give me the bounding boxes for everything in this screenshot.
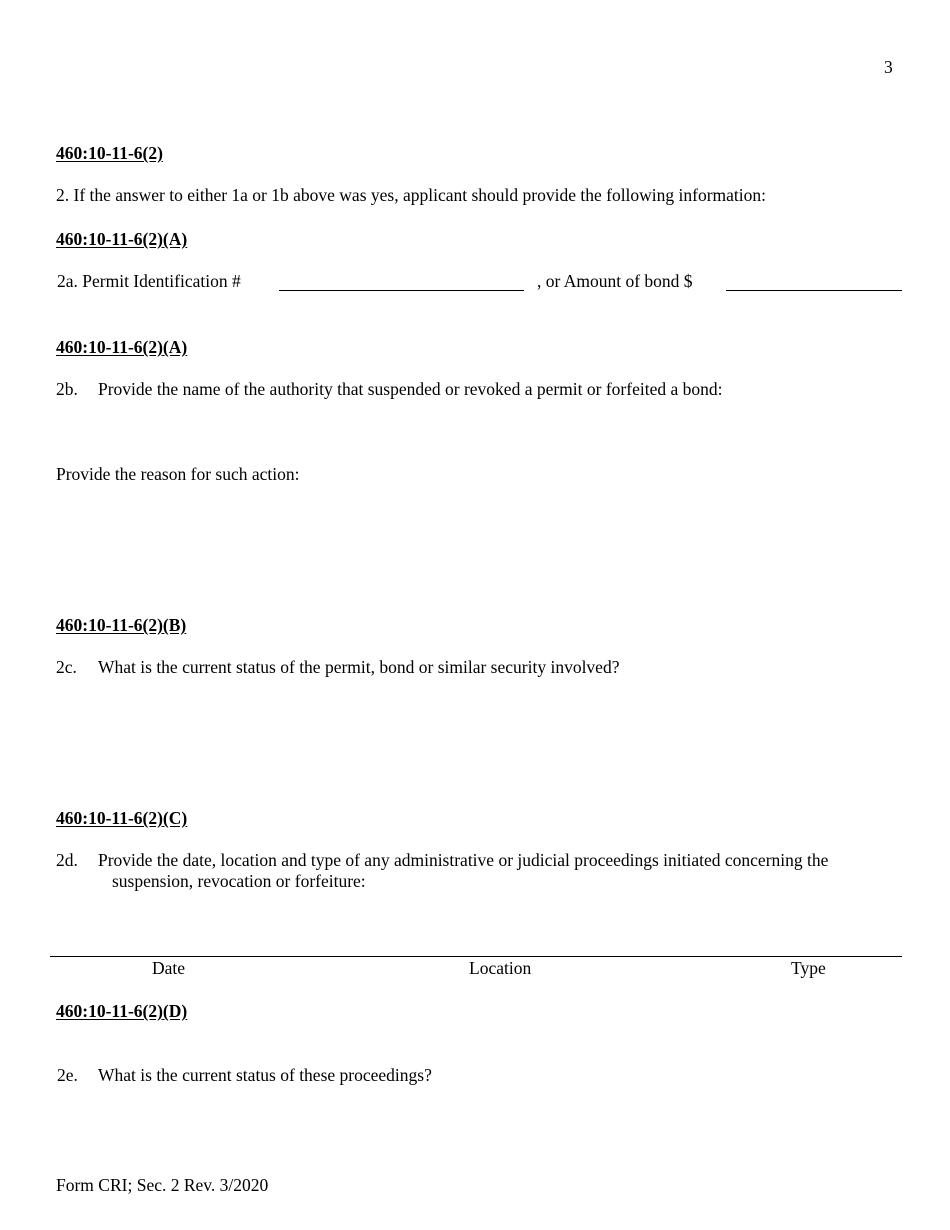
proceedings-entry-line[interactable]: [50, 956, 902, 957]
page-number: 3: [884, 57, 893, 77]
permit-id-label: 2a. Permit Identification #: [57, 271, 241, 291]
section-2a-heading: 460:10-11-6(2)(A): [56, 229, 188, 249]
bond-amount-label: , or Amount of bond $: [537, 271, 693, 291]
section-2-heading: 460:10-11-6(2): [56, 143, 163, 163]
form-footer: Form CRI; Sec. 2 Rev. 3/2020: [56, 1175, 269, 1195]
section-2e-heading: 460:10-11-6(2)(D): [56, 1001, 188, 1021]
section-2-text: 2. If the answer to either 1a or 1b above was yes, applicant should provide the following information:: [56, 185, 767, 205]
bond-amount-field[interactable]: [726, 290, 902, 291]
section-2b-text: Provide the name of the authority that suspended or revoked a permit or forfeited a bond:: [98, 379, 723, 399]
column-date: Date: [152, 958, 186, 978]
column-type: Type: [791, 958, 826, 978]
section-2b-number: 2b.: [56, 379, 78, 399]
section-2d-text-line1: Provide the date, location and type of any administrative or judicial proceedings initiated concerning the: [98, 850, 829, 870]
section-2d-heading: 460:10-11-6(2)(C): [56, 808, 188, 828]
section-2e-number: 2e.: [57, 1065, 78, 1085]
section-2b-heading: 460:10-11-6(2)(A): [56, 337, 188, 357]
section-2d-text-line2: suspension, revocation or forfeiture:: [112, 871, 366, 891]
section-2c-heading: 460:10-11-6(2)(B): [56, 615, 187, 635]
section-2c-text: What is the current status of the permit, bond or similar security involved?: [98, 657, 620, 677]
column-location: Location: [469, 958, 532, 978]
reason-label: Provide the reason for such action:: [56, 464, 300, 484]
section-2c-number: 2c.: [56, 657, 77, 677]
section-2d-number: 2d.: [56, 850, 78, 870]
section-2e-text: What is the current status of these proceedings?: [98, 1065, 432, 1085]
permit-id-field[interactable]: [279, 290, 524, 291]
